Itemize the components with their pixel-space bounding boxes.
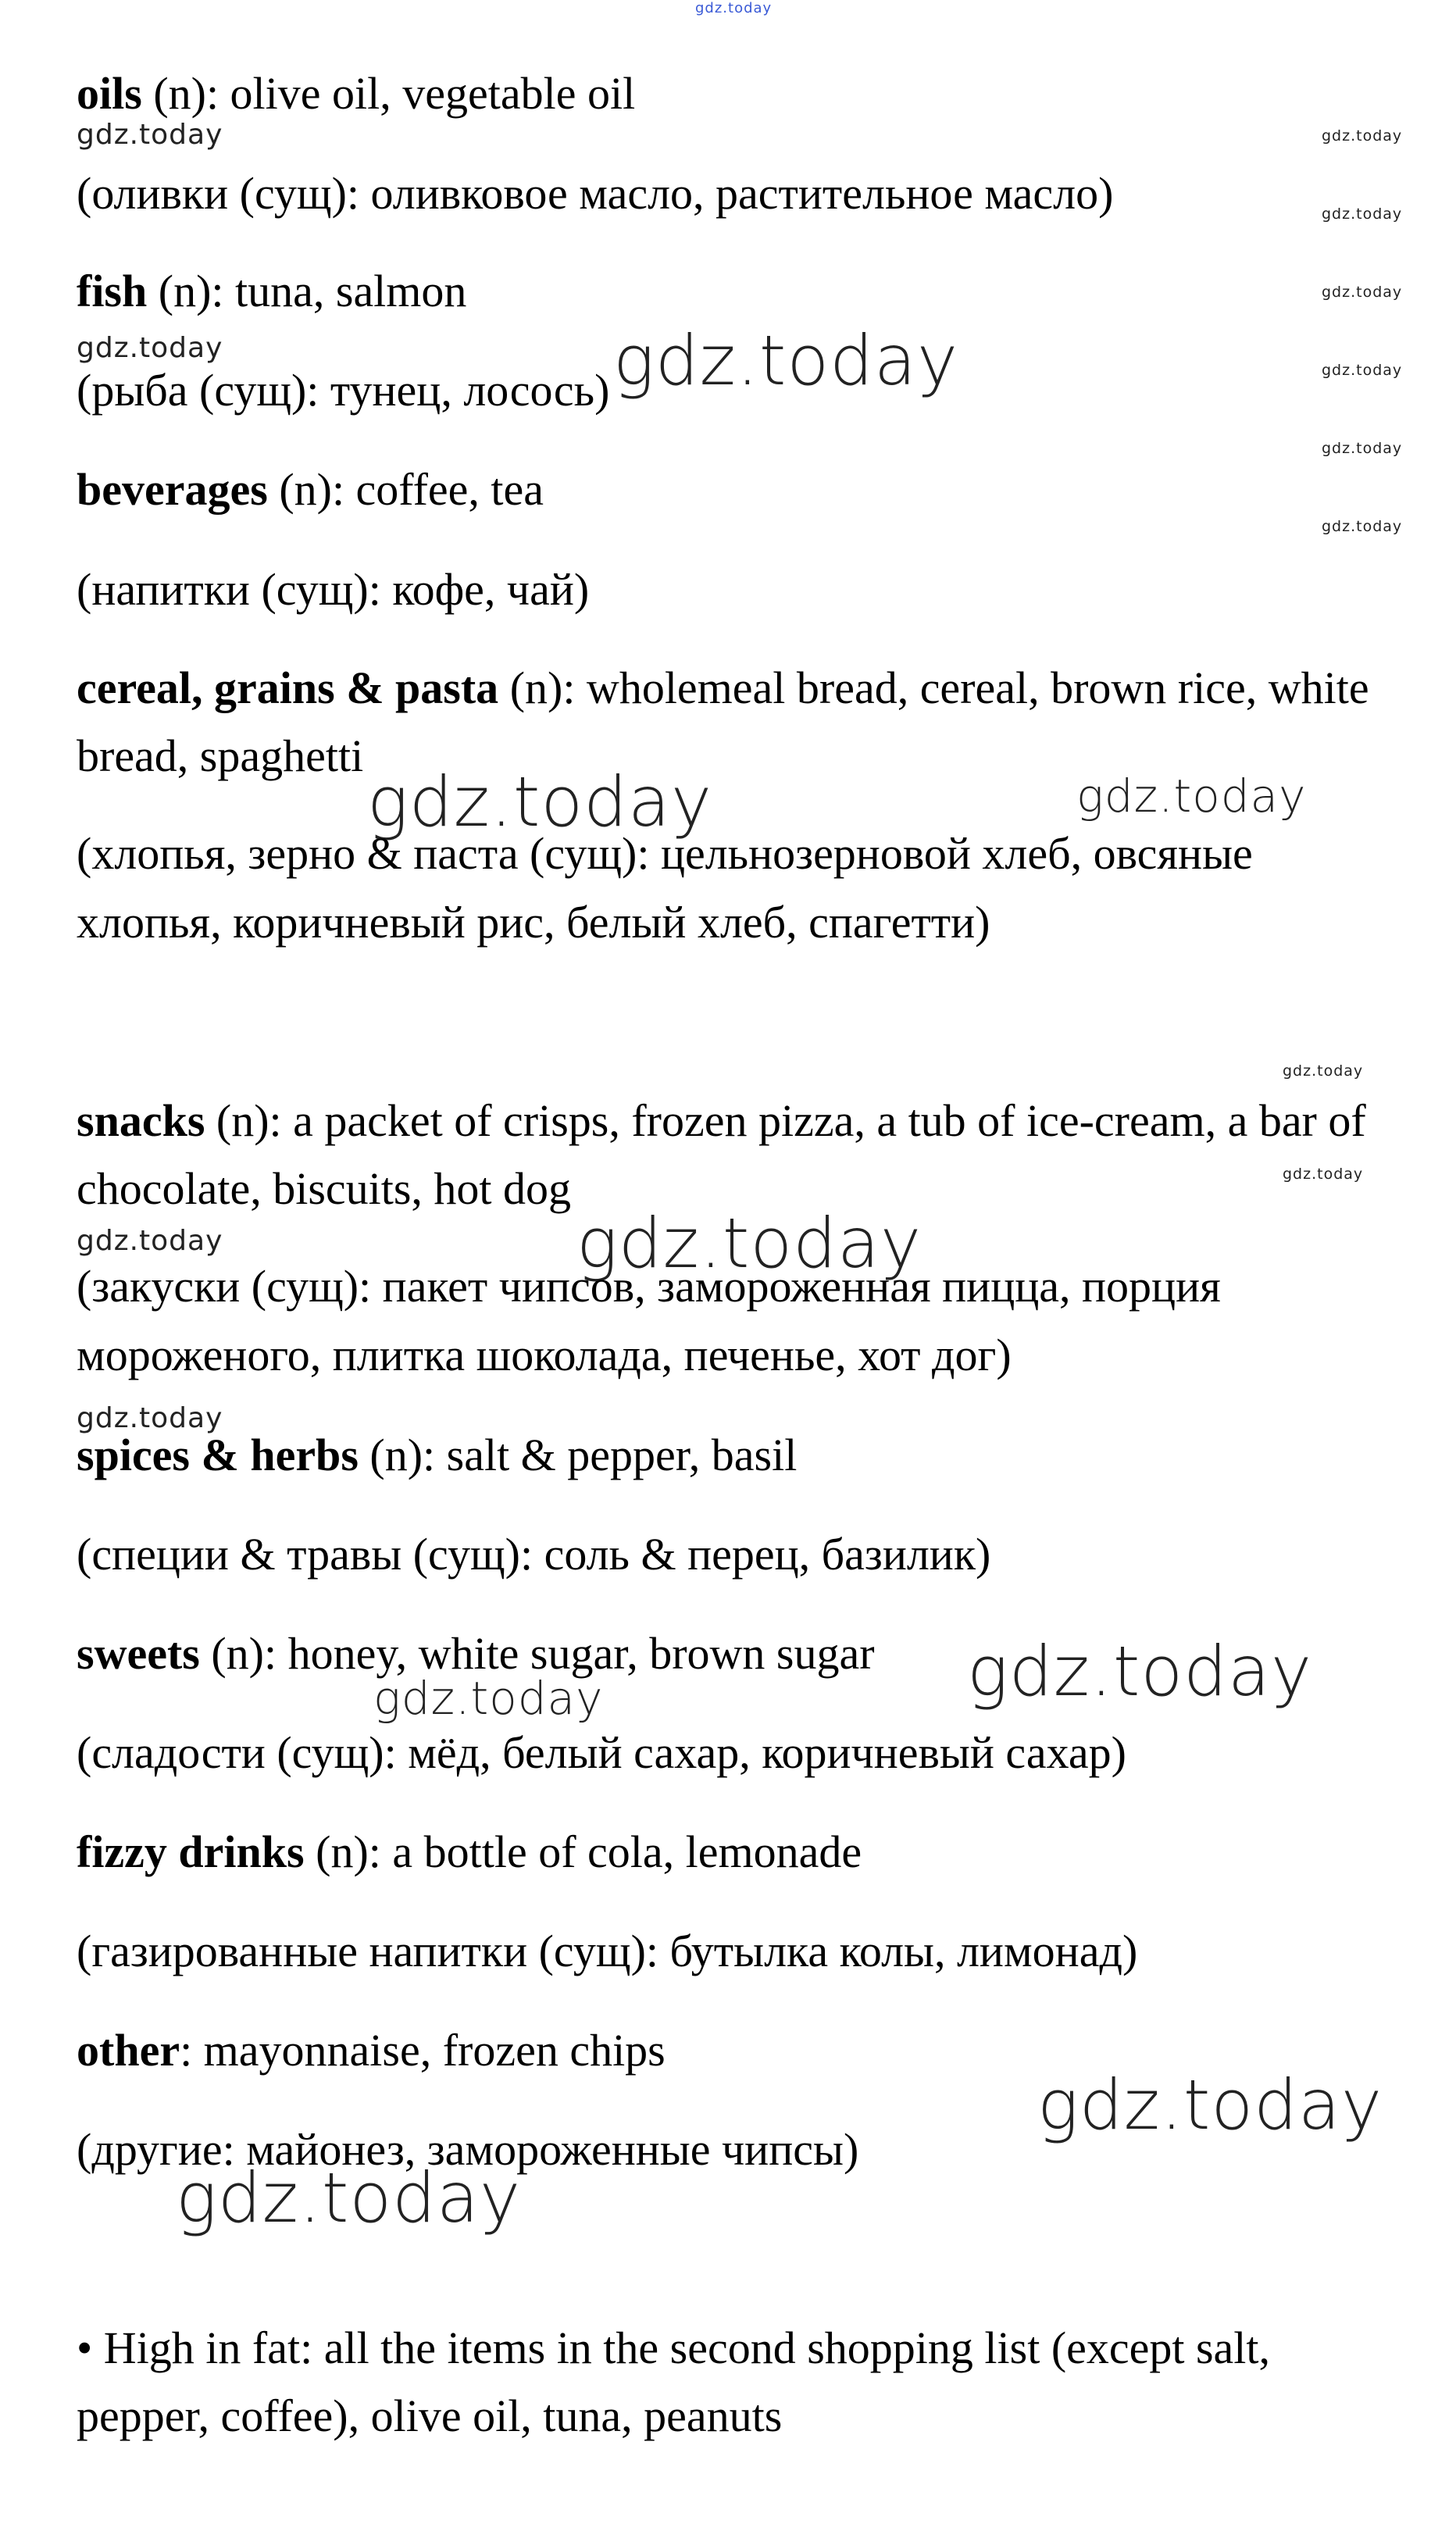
watermark: gdz.today	[1322, 127, 1403, 145]
entry-term: spices & herbs	[77, 1430, 359, 1480]
entry-definition: : mayonnaise, frozen chips	[180, 2025, 666, 2076]
watermark: gdz.today	[967, 1631, 1313, 1712]
translation-line: (хлопья, зерно & паста (сущ): цельнозерновой хлеб, овсяные	[77, 828, 1253, 879]
watermark: gdz.today	[576, 1203, 922, 1283]
translation-line: (оливки (сущ): оливковое масло, растительное масло)	[77, 168, 1114, 219]
watermark: gdz.today	[367, 762, 713, 842]
entry-spices	[77, 1428, 797, 1483]
watermark: gdz.today	[1322, 362, 1403, 379]
watermark: gdz.today	[1322, 205, 1403, 223]
entry-beverages	[77, 462, 544, 517]
entry-term: cereal, grains & pasta	[77, 662, 499, 713]
watermark: gdz.today	[77, 119, 223, 151]
translation-line: (закуски (сущ): пакет чипсов, замороженная пицца, порция	[77, 1261, 1221, 1312]
watermark: gdz.today	[176, 2158, 522, 2238]
translation-line: (специи & травы (сущ): соль & перец, базилик)	[77, 1529, 991, 1580]
text-line: chocolate, biscuits, hot dog	[77, 1163, 572, 1214]
entry-definition: (n): coffee, tea	[267, 464, 544, 515]
watermark: gdz.today	[1322, 284, 1403, 301]
entry-definition: (n): olive oil, vegetable oil	[141, 68, 636, 119]
entry-term: sweets	[77, 1628, 200, 1679]
translation-line: (напитки (сущ): кофе, чай)	[77, 564, 590, 615]
entry-cereal	[77, 661, 1369, 716]
watermark: gdz.today	[1322, 518, 1403, 535]
entry-term: beverages	[77, 464, 268, 515]
watermark: gdz.today	[373, 1672, 604, 1725]
watermark: gdz.today	[1283, 1166, 1364, 1183]
entry-term: fish	[77, 266, 148, 316]
entry-fish	[77, 264, 466, 319]
watermark: gdz.today	[1322, 440, 1403, 457]
entry-other	[77, 2023, 666, 2078]
watermark: gdz.today	[1283, 1062, 1364, 1080]
entry-fizzy-drinks	[77, 1825, 862, 1880]
entry-definition: (n): a packet of crisps, frozen pizza, a tub of ice-cream, a bar of	[205, 1095, 1366, 1146]
entry-term: other	[77, 2025, 180, 2076]
entry-term: snacks	[77, 1095, 205, 1146]
entry-oils	[77, 66, 635, 121]
watermark: gdz.today	[77, 1402, 223, 1434]
entry-snacks	[77, 1094, 1366, 1148]
watermark: gdz.today	[77, 1225, 223, 1257]
entry-definition: (n): a bottle of cola, lemonade	[304, 1826, 862, 1877]
entry-term: fizzy drinks	[77, 1826, 305, 1877]
high-in-fat-note-continued: pepper, coffee), olive oil, tuna, peanuts	[77, 2390, 783, 2441]
entry-definition: (n): salt & pepper, basil	[358, 1430, 798, 1480]
translation-line: хлопья, коричневый рис, белый хлеб, спагетти)	[77, 897, 990, 948]
entry-definition: (n): wholemeal bread, cereal, brown rice, white	[498, 662, 1369, 713]
translation-line: (газированные напитки (сущ): бутылка колы, лимонад)	[77, 1926, 1138, 1976]
translation-line: мороженого, плитка шоколада, печенье, хот дог)	[77, 1330, 1012, 1380]
translation-line: (сладости (сущ): мёд, белый сахар, коричневый сахар)	[77, 1727, 1126, 1778]
entry-definition: (n): tuna, salmon	[147, 266, 467, 316]
high-in-fat-note: • High in fat: all the items in the second shopping list (except salt,	[77, 2322, 1271, 2373]
watermark: gdz.today	[77, 332, 223, 364]
entry-definition: (n): honey, white sugar, brown sugar	[199, 1628, 875, 1679]
entry-term: oils	[77, 68, 142, 119]
text-line: bread, spaghetti	[77, 730, 364, 781]
watermark: gdz.today	[613, 320, 959, 401]
watermark: gdz.today	[1076, 769, 1307, 823]
translation-line: (другие: майонез, замороженные чипсы)	[77, 2124, 859, 2175]
watermark: gdz.today	[695, 0, 773, 16]
translation-line: (рыба (сущ): тунец, лосось)	[77, 365, 610, 416]
entry-sweets	[77, 1626, 875, 1681]
watermark: gdz.today	[1037, 2065, 1383, 2145]
